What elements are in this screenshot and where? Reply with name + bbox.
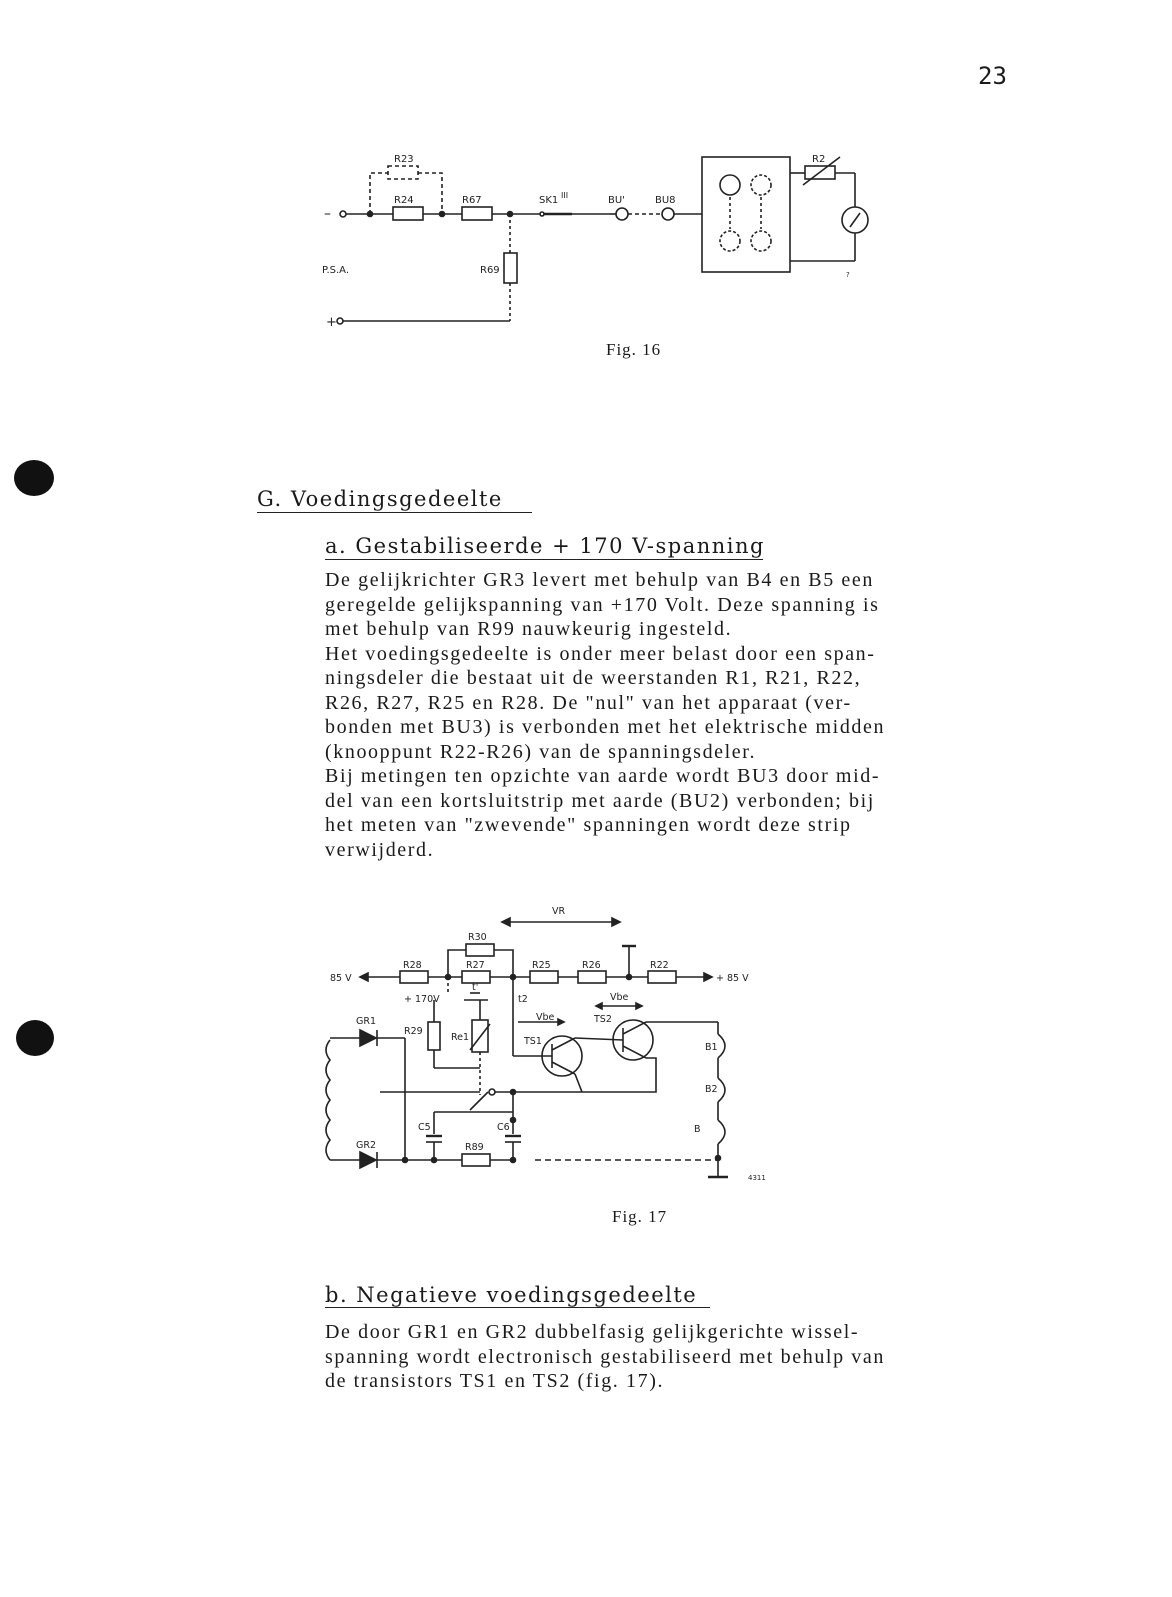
scan-blot-bottom <box>16 1020 54 1056</box>
fig16-label-r69: R69 <box>480 265 500 276</box>
fig16-label-plus: + <box>326 315 337 330</box>
fig17-label-b: B <box>694 1124 701 1135</box>
text-line: (knooppunt R22-R26) van de spanningsdeler. <box>325 740 757 763</box>
fig16-label-r67: R67 <box>462 195 482 206</box>
scan-blot-top <box>14 460 54 496</box>
section-b-underline <box>325 1307 710 1308</box>
fig16-label-r24: R24 <box>394 195 414 206</box>
fig17-label-t1: t' <box>472 982 479 993</box>
figure-17-schematic <box>320 900 780 1190</box>
fig17-label-b2: B2 <box>705 1084 718 1095</box>
fig17-label-re1: Re1 <box>451 1032 470 1043</box>
text-line: Bij metingen ten opzichte van aarde wordt BU3 door mid- <box>325 765 881 787</box>
fig17-label-t2: t2 <box>518 994 528 1005</box>
fig17-label-r25: R25 <box>532 960 551 971</box>
figure-17-caption: Fig. 17 <box>612 1207 668 1226</box>
figure-16-caption: Fig. 16 <box>606 340 662 359</box>
text-line: ningsdeler die bestaat uit de weerstanden R1, R21, R22, <box>325 667 862 689</box>
text-line: De gelijkrichter GR3 levert met behulp van B4 en B5 een <box>325 569 874 591</box>
fig17-label-r22: R22 <box>650 960 669 971</box>
fig16-label-r23: R23 <box>394 154 414 165</box>
fig17-label-c6: C6 <box>497 1122 510 1133</box>
section-a-underline <box>325 559 763 560</box>
section-b-heading: b. Negatieve voedingsgedeelte <box>325 1283 698 1307</box>
page-number: 23 <box>978 62 1007 90</box>
section-g-underline <box>257 512 532 513</box>
section-g-heading: G. Voedingsgedeelte <box>257 487 503 511</box>
fig17-label-code: 4311 <box>748 1174 766 1182</box>
fig16-label-sk1: SK1 <box>539 195 559 206</box>
fig17-label-r29: R29 <box>404 1026 423 1037</box>
fig17-label-gr2: GR2 <box>356 1140 377 1151</box>
section-a-heading: a. Gestabiliseerde + 170 V-spanning <box>325 534 765 558</box>
section-a-paragraph <box>325 568 885 862</box>
text-line: R26, R27, R25 en R28. De "nul" van het apparaat (ver- <box>325 691 852 714</box>
section-b-paragraph <box>325 1320 885 1394</box>
text-line: Het voedingsgedeelte is onder meer belast door een span- <box>325 642 876 665</box>
text-line: het meten van "zwevende" spanningen wordt deze strip <box>325 814 852 836</box>
fig17-label-r30: R30 <box>468 932 487 943</box>
fig16-label-code: ? <box>846 271 850 279</box>
fig16-label-bu1: BU' <box>608 195 625 206</box>
fig16-label-r2: R2 <box>812 154 826 165</box>
fig16-label-bu8: BU8 <box>655 195 676 206</box>
text-line: geregelde gelijkspanning van +170 Volt. Deze spanning is <box>325 593 880 616</box>
fig17-label-ts2: TS2 <box>594 1014 612 1025</box>
fig17-label-vr: VR <box>552 906 566 917</box>
text-line: spanning wordt electronisch gestabiliseerd met behulp van <box>325 1345 885 1368</box>
fig17-label-r89: R89 <box>465 1142 484 1153</box>
fig17-label-b1: B1 <box>705 1042 718 1053</box>
fig17-label-85v-left: 85 V <box>330 973 352 984</box>
text-line: bonden met BU3) is verbonden met het elektrische midden <box>325 716 886 738</box>
text-line: verwijderd. <box>325 838 435 861</box>
fig17-label-r26: R26 <box>582 960 601 971</box>
figure-16-schematic <box>310 145 880 335</box>
fig17-label-vbe2: Vbe <box>610 992 629 1003</box>
fig16-label-minus: – <box>324 206 331 222</box>
fig17-label-c5: C5 <box>418 1122 431 1133</box>
fig17-label-r28: R28 <box>403 960 422 971</box>
fig17-label-r27: R27 <box>466 960 485 971</box>
text-line: met behulp van R99 nauwkeurig ingesteld. <box>325 618 733 640</box>
text-line: De door GR1 en GR2 dubbelfasig gelijkgerichte wissel- <box>325 1321 860 1343</box>
fig17-label-85v-right: + 85 V <box>716 973 749 984</box>
text-line: del van een kortsluitstrip met aarde (BU2) verbonden; bij <box>325 789 875 812</box>
fig17-label-vbe1: Vbe <box>536 1012 555 1023</box>
fig16-label-sk1-sup: III <box>561 191 569 200</box>
text-line: de transistors TS1 en TS2 (fig. 17). <box>325 1370 665 1392</box>
fig17-label-ts1: TS1 <box>524 1036 542 1047</box>
fig17-label-gr1: GR1 <box>356 1016 377 1027</box>
fig16-label-psa: P.S.A. <box>322 265 350 276</box>
fig17-label-170v: + 170V <box>404 994 440 1005</box>
